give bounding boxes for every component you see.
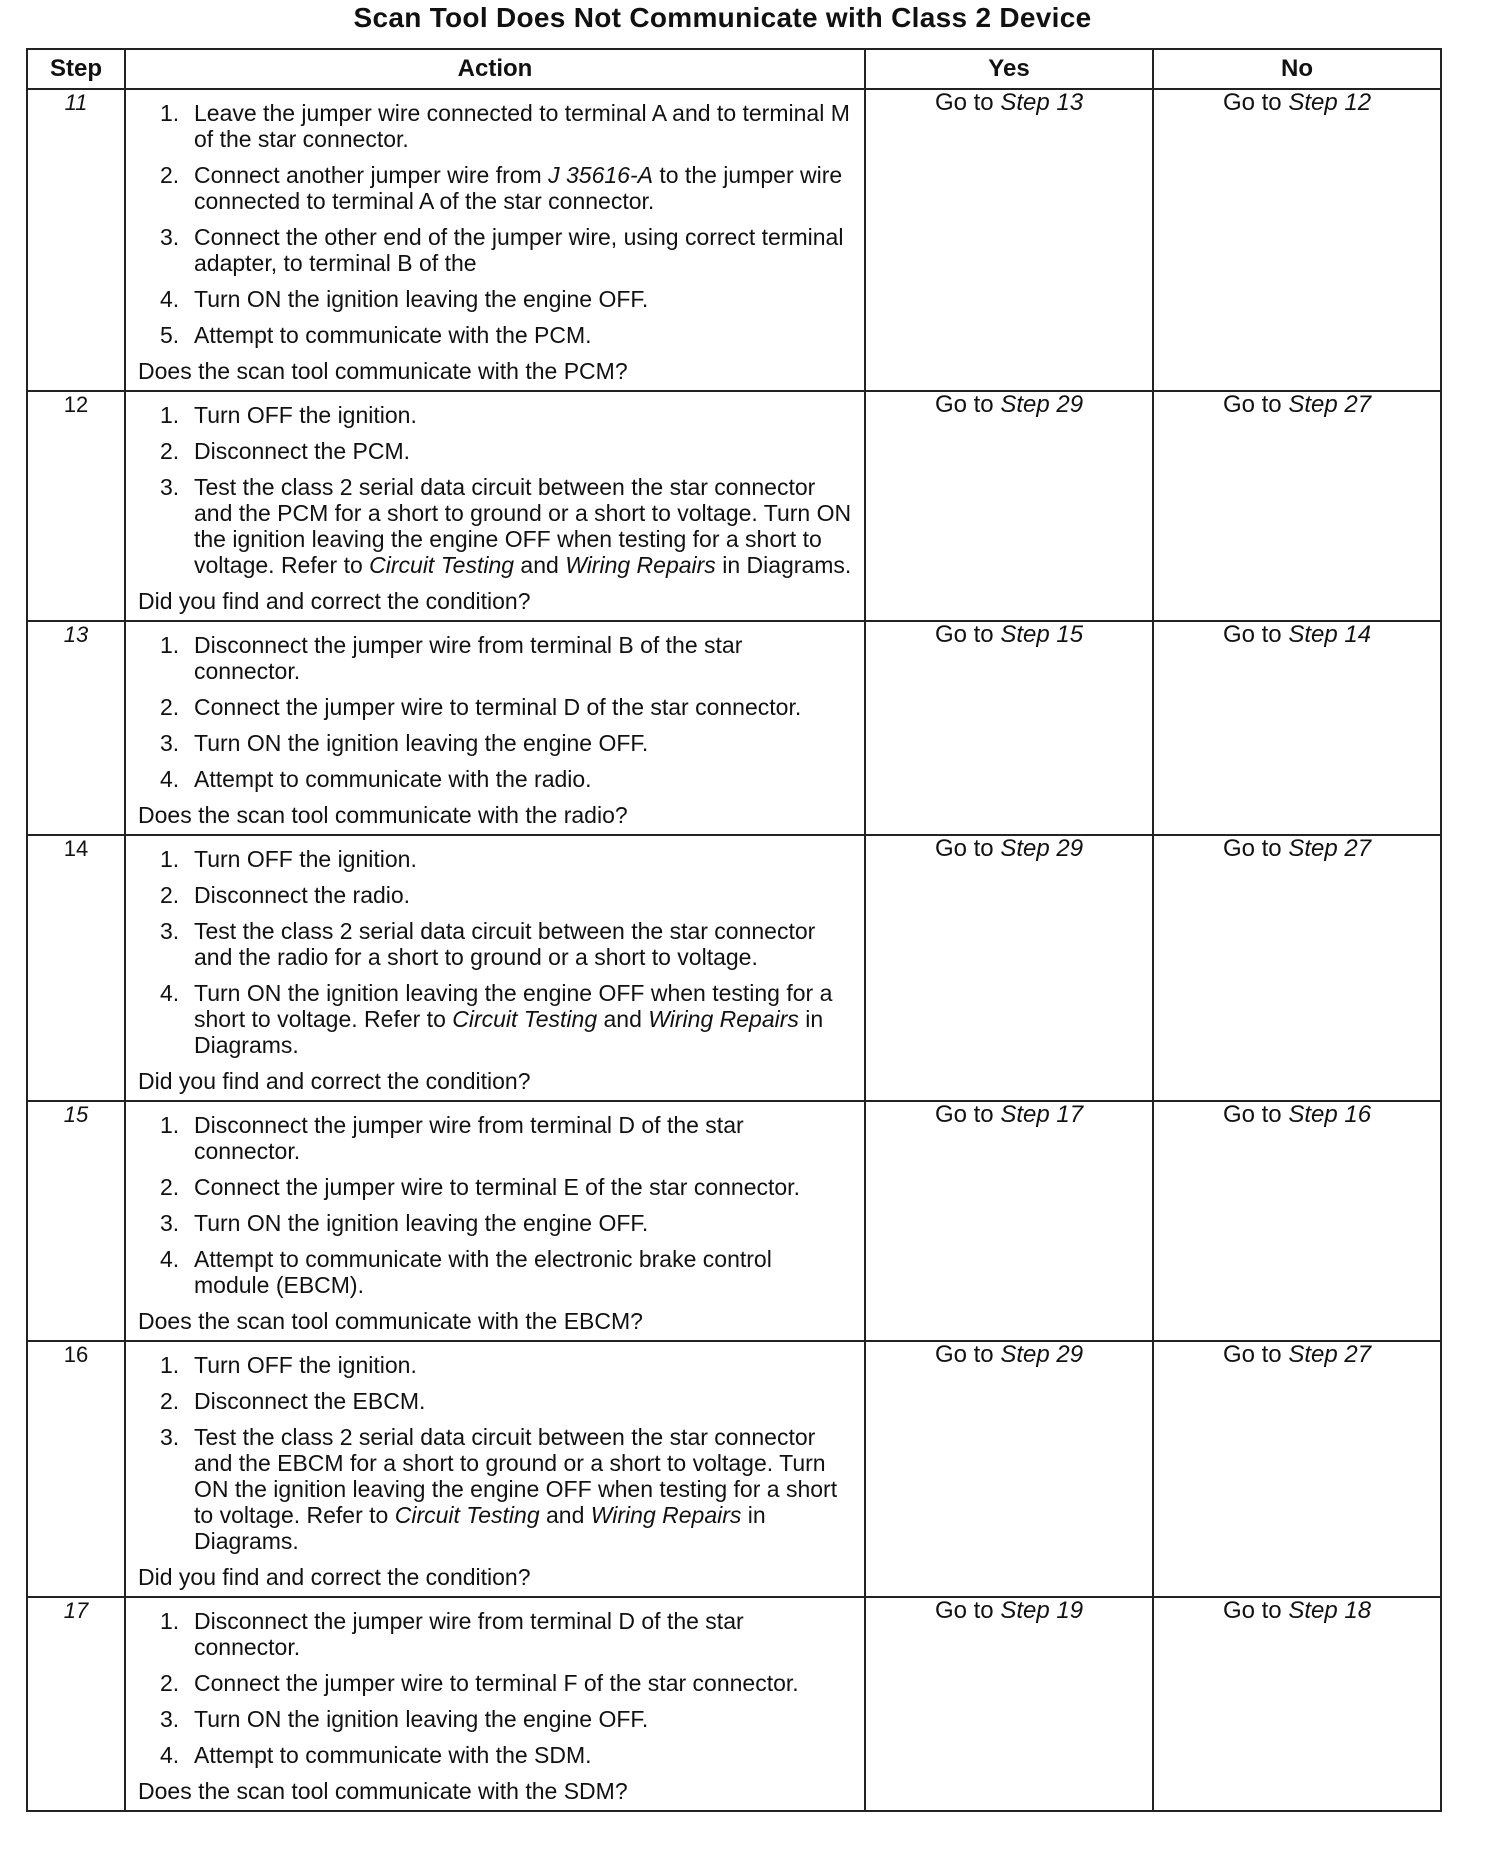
action-item-number: 1.: [160, 1352, 180, 1378]
header-yes: Yes: [865, 49, 1153, 89]
action-item: [138, 402, 852, 428]
action-item-text: Disconnect the EBCM.: [194, 1388, 426, 1414]
goto-step-link: Step 12: [1288, 89, 1372, 116]
table-row: [27, 89, 1441, 391]
action-item-text: Connect the jumper wire to terminal E of the star connector.: [194, 1174, 800, 1200]
action-list: [138, 632, 852, 792]
goto-step-link: Step 29: [1000, 1341, 1084, 1368]
action-cell: [125, 1341, 865, 1597]
action-list: [138, 1112, 852, 1298]
diagnostic-table: [26, 48, 1442, 1812]
action-item-number: 2.: [160, 882, 180, 908]
yes-answer-cell: [865, 1597, 1153, 1811]
action-item-text: Disconnect the PCM.: [194, 438, 411, 464]
action-item-number: 2.: [160, 1174, 180, 1200]
action-item: [138, 474, 852, 578]
action-question: Does the scan tool communicate with the radio?: [138, 802, 628, 828]
action-item: [138, 322, 852, 348]
action-item: [138, 1352, 852, 1378]
goto-prefix: Go to: [1222, 1101, 1282, 1128]
action-item-text: Turn ON the ignition leaving the engine OFF.: [194, 286, 649, 312]
no-answer-cell: [1153, 1101, 1441, 1341]
yes-goto: [935, 1597, 1083, 1624]
action-cell: [125, 89, 865, 391]
no-goto: [1223, 1101, 1371, 1128]
goto-step-link: Step 17: [1000, 1101, 1084, 1128]
action-item: [138, 162, 852, 214]
action-item-number: 1.: [160, 402, 180, 428]
action-cell: [125, 621, 865, 835]
goto-step-link: Step 27: [1288, 1341, 1372, 1368]
goto-prefix: Go to: [1222, 89, 1282, 116]
action-item-text: Turn ON the ignition leaving the engine OFF.: [194, 730, 649, 756]
action-item-number: 1.: [160, 1608, 180, 1634]
action-cell: [125, 1597, 865, 1811]
action-item-number: 3.: [160, 224, 180, 250]
action-item-text: Turn ON the ignition leaving the engine OFF.: [194, 1210, 649, 1236]
action-item-text: Connect another jumper wire from J 35616-A to the jumper wire connected to terminal A of the star connector.: [194, 162, 843, 214]
action-item-number: 1.: [160, 100, 180, 126]
action-item-text: Test the class 2 serial data circuit between the star connector and the EBCM for a short to ground or a short to voltage. Turn ON the ignition leaving the engine OFF when testing for a short to voltage. Refer to Circuit Testing and Wiring Repairs in Diagrams.: [194, 1424, 838, 1554]
no-answer-cell: [1153, 1597, 1441, 1811]
goto-step-link: Step 14: [1288, 621, 1372, 648]
goto-step-link: Step 27: [1288, 391, 1372, 418]
action-item: [138, 1388, 852, 1414]
no-answer-cell: [1153, 391, 1441, 621]
action-item-text: Turn OFF the ignition.: [194, 402, 417, 428]
goto-prefix: Go to: [934, 1597, 994, 1624]
action-item: [138, 882, 852, 908]
yes-goto: [935, 1341, 1083, 1368]
yes-answer-cell: [865, 1101, 1153, 1341]
no-goto: [1223, 621, 1371, 648]
action-item-text: Test the class 2 serial data circuit between the star connector and the PCM for a short to ground or a short to voltage. Turn ON the ignition leaving the engine OFF when testing for a short to voltage. Refer to Circuit Testing and Wiring Repairs in Diagrams.: [194, 474, 852, 578]
action-item-text: Attempt to communicate with the electronic brake control module (EBCM).: [194, 1246, 772, 1298]
table-row: [27, 621, 1441, 835]
action-item: [138, 1742, 852, 1768]
action-item-number: 3.: [160, 918, 180, 944]
action-item-number: 4.: [160, 980, 180, 1006]
goto-step-link: Step 18: [1288, 1597, 1372, 1624]
action-question: Does the scan tool communicate with the SDM?: [138, 1778, 628, 1804]
goto-prefix: Go to: [1222, 835, 1282, 862]
header-row: [27, 49, 1441, 89]
action-item: [138, 1174, 852, 1200]
action-item-number: 3.: [160, 474, 180, 500]
action-item: [138, 1608, 852, 1660]
action-item-number: 4.: [160, 766, 180, 792]
action-item-number: 1.: [160, 1112, 180, 1138]
action-item-number: 2.: [160, 162, 180, 188]
step-number: 14: [27, 835, 125, 1101]
yes-goto: [935, 1101, 1083, 1128]
action-item: [138, 1112, 852, 1164]
action-item-text: Turn OFF the ignition.: [194, 846, 417, 872]
action-item-number: 4.: [160, 286, 180, 312]
table-row: [27, 1597, 1441, 1811]
action-item: [138, 694, 852, 720]
goto-prefix: Go to: [1222, 1597, 1282, 1624]
yes-answer-cell: [865, 621, 1153, 835]
action-item: [138, 224, 852, 276]
yes-answer-cell: [865, 391, 1153, 621]
action-item-text: Disconnect the jumper wire from terminal D of the star connector.: [194, 1112, 744, 1164]
action-item: [138, 730, 852, 756]
action-list: [138, 1352, 852, 1554]
action-item: [138, 1210, 852, 1236]
goto-prefix: Go to: [934, 835, 994, 862]
no-answer-cell: [1153, 1341, 1441, 1597]
no-answer-cell: [1153, 835, 1441, 1101]
goto-prefix: Go to: [934, 621, 994, 648]
action-item-number: 1.: [160, 632, 180, 658]
action-item: [138, 846, 852, 872]
action-item: [138, 286, 852, 312]
action-question: Did you find and correct the condition?: [138, 1564, 531, 1590]
action-item-text: Turn OFF the ignition.: [194, 1352, 417, 1378]
action-item-number: 4.: [160, 1742, 180, 1768]
page-title: Scan Tool Does Not Communicate with Class 2 Device: [353, 2, 1092, 33]
goto-step-link: Step 27: [1288, 835, 1372, 862]
header-step: Step: [27, 49, 125, 89]
yes-answer-cell: [865, 835, 1153, 1101]
action-item-text: Turn ON the ignition leaving the engine OFF.: [194, 1706, 649, 1732]
table-row: [27, 391, 1441, 621]
action-item: [138, 766, 852, 792]
action-item-text: Connect the other end of the jumper wire, using correct terminal adapter, to terminal B of the: [194, 224, 844, 276]
action-list: [138, 402, 852, 578]
action-item-text: Disconnect the radio.: [194, 882, 411, 908]
yes-goto: [935, 391, 1083, 418]
no-goto: [1223, 391, 1371, 418]
yes-goto: [935, 621, 1083, 648]
goto-step-link: Step 19: [1000, 1597, 1084, 1624]
action-item-number: 3.: [160, 1424, 180, 1450]
goto-step-link: Step 13: [1000, 89, 1084, 116]
action-item-text: Attempt to communicate with the SDM.: [194, 1742, 592, 1768]
action-item-text: Connect the jumper wire to terminal D of the star connector.: [194, 694, 802, 720]
goto-step-link: Step 29: [1000, 835, 1084, 862]
action-item-number: 3.: [160, 1706, 180, 1732]
action-cell: [125, 391, 865, 621]
action-item-number: 2.: [160, 438, 180, 464]
no-answer-cell: [1153, 89, 1441, 391]
action-item: [138, 1424, 852, 1554]
table-row: [27, 835, 1441, 1101]
goto-step-link: Step 29: [1000, 391, 1084, 418]
action-question: Does the scan tool communicate with the PCM?: [138, 358, 628, 384]
yes-answer-cell: [865, 89, 1153, 391]
step-number: 15: [27, 1101, 125, 1341]
goto-prefix: Go to: [934, 89, 994, 116]
action-item: [138, 1706, 852, 1732]
action-list: [138, 100, 852, 348]
action-item: [138, 438, 852, 464]
step-number: 11: [27, 89, 125, 391]
action-item: [138, 1246, 852, 1298]
action-item-text: Attempt to communicate with the radio.: [194, 766, 592, 792]
step-number: 16: [27, 1341, 125, 1597]
step-number: 12: [27, 391, 125, 621]
no-goto: [1223, 89, 1371, 116]
action-item-number: 3.: [160, 730, 180, 756]
action-item-text: Turn ON the ignition leaving the engine OFF when testing for a short to voltage. Refer to Circuit Testing and Wiring Repairs in Diagrams.: [194, 980, 833, 1058]
action-item: [138, 100, 852, 152]
action-item: [138, 980, 852, 1058]
goto-prefix: Go to: [1222, 621, 1282, 648]
action-item: [138, 918, 852, 970]
action-item-number: 1.: [160, 846, 180, 872]
no-goto: [1223, 835, 1371, 862]
step-number: 13: [27, 621, 125, 835]
action-question: Did you find and correct the condition?: [138, 1068, 531, 1094]
action-item-text: Attempt to communicate with the PCM.: [194, 322, 592, 348]
action-item-number: 3.: [160, 1210, 180, 1236]
action-cell: [125, 835, 865, 1101]
no-goto: [1223, 1341, 1371, 1368]
no-answer-cell: [1153, 621, 1441, 835]
action-item-number: 2.: [160, 1388, 180, 1414]
table-row: [27, 1341, 1441, 1597]
goto-prefix: Go to: [934, 1341, 994, 1368]
header-no: No: [1153, 49, 1441, 89]
action-item-number: 2.: [160, 1670, 180, 1696]
action-item-text: Disconnect the jumper wire from terminal B of the star connector.: [194, 632, 743, 684]
yes-goto: [935, 835, 1083, 862]
goto-step-link: Step 16: [1288, 1101, 1372, 1128]
goto-prefix: Go to: [1222, 391, 1282, 418]
action-cell: [125, 1101, 865, 1341]
action-item-number: 2.: [160, 694, 180, 720]
action-item: [138, 1670, 852, 1696]
yes-answer-cell: [865, 1341, 1153, 1597]
goto-step-link: Step 15: [1000, 621, 1084, 648]
yes-goto: [935, 89, 1083, 116]
goto-prefix: Go to: [1222, 1341, 1282, 1368]
action-item-number: 5.: [160, 322, 180, 348]
action-item: [138, 632, 852, 684]
action-question: Did you find and correct the condition?: [138, 588, 531, 614]
action-list: [138, 1608, 852, 1768]
header-action: Action: [125, 49, 865, 89]
step-number: 17: [27, 1597, 125, 1811]
action-item-number: 4.: [160, 1246, 180, 1272]
action-item-text: Leave the jumper wire connected to terminal A and to terminal M of the star connector.: [194, 100, 850, 152]
action-question: Does the scan tool communicate with the EBCM?: [138, 1308, 643, 1334]
no-goto: [1223, 1597, 1371, 1624]
action-item-text: Disconnect the jumper wire from terminal D of the star connector.: [194, 1608, 744, 1660]
action-item-text: Connect the jumper wire to terminal F of the star connector.: [194, 1670, 799, 1696]
action-list: [138, 846, 852, 1058]
goto-prefix: Go to: [934, 1101, 994, 1128]
table-row: [27, 1101, 1441, 1341]
goto-prefix: Go to: [934, 391, 994, 418]
action-item-text: Test the class 2 serial data circuit between the star connector and the radio for a short to ground or a short to voltage.: [194, 918, 816, 970]
